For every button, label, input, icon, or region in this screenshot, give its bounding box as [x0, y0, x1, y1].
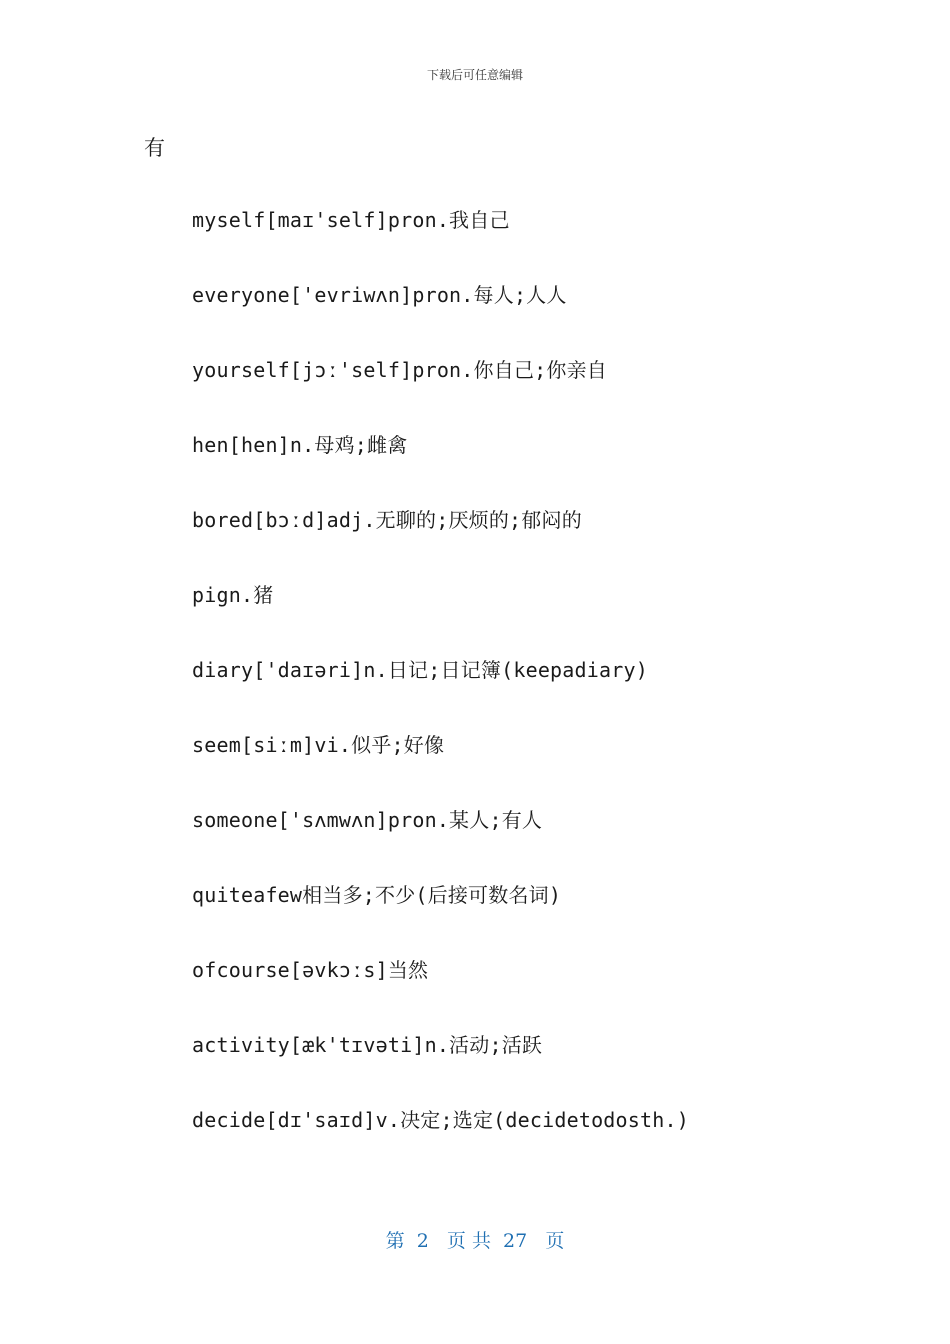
- vocabulary-list: [192, 204, 892, 1179]
- vocab-entry-quite-a-few: quiteafew相当多;不少(后接可数名词): [192, 883, 562, 907]
- vocab-entry-decide: decide[dɪ'saɪd]v.决定;选定(decidetodosth.): [192, 1108, 689, 1132]
- vocab-entry-yourself: yourself[jɔː'self]pron.你自己;你亲自: [192, 358, 607, 382]
- vocab-entry-pig: pign.猪: [192, 583, 274, 607]
- vocab-entry-myself: myself[maɪ'self]pron.我自己: [192, 208, 510, 232]
- lead-word: 有: [144, 136, 165, 160]
- vocab-entry-everyone: everyone['evriwʌn]pron.每人;人人: [192, 283, 567, 307]
- vocab-entry-diary: diary['daɪəri]n.日记;日记簿(keepadiary): [192, 658, 648, 682]
- page-number-footer: 第 2 页 共 27 页: [385, 1230, 565, 1252]
- page-header: 下载后可任意编辑: [426, 68, 523, 82]
- vocab-entry-bored: bored[bɔːd]adj.无聊的;厌烦的;郁闷的: [192, 508, 582, 532]
- vocab-entry-activity: activity[æk'tɪvəti]n.活动;活跃: [192, 1033, 543, 1057]
- vocab-entry-someone: someone['sʌmwʌn]pron.某人;有人: [192, 808, 543, 832]
- vocab-entry-of-course: ofcourse[əvkɔːs]当然: [192, 958, 429, 982]
- vocab-entry-hen: hen[hen]n.母鸡;雌禽: [192, 433, 408, 457]
- vocab-entry-seem: seem[siːm]vi.似乎;好像: [192, 733, 445, 757]
